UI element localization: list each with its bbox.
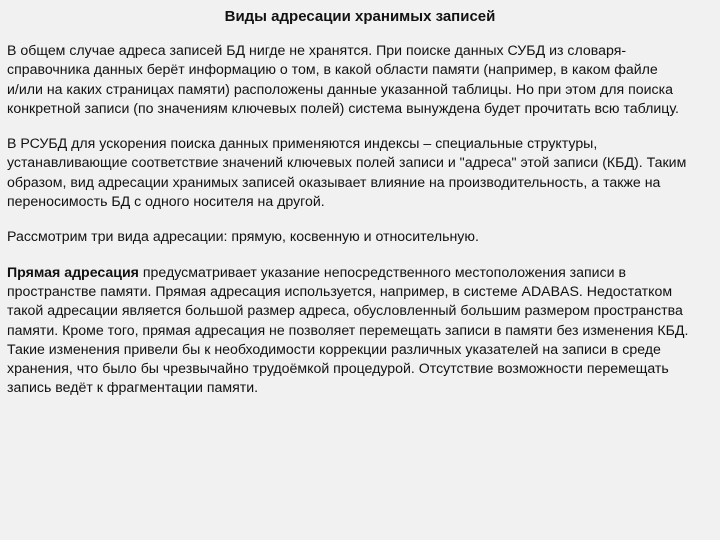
- text-line: памяти. Кроме того, прямая адресация не позволяет перемещать записи в памяти без изменения КБД.: [7, 322, 689, 339]
- text-line: образом, вид адресации хранимых записей оказывает влияние на производительность, а также на: [7, 174, 661, 191]
- paragraph-4: [7, 264, 717, 399]
- text-line: В РСУБД для ускорения поиска данных применяются индексы – специальные структуры,: [7, 136, 598, 153]
- text-line: В общем случае адреса записей БД нигде не хранятся. При поиске данных СУБД из словаря-: [7, 43, 627, 59]
- lead-term: Прямая адресация: [7, 264, 139, 281]
- lead-continuation: предусматривает указание непосредственного местоположения записи в: [138, 264, 627, 281]
- text-line: Такие изменения привели бы к необходимости коррекции различных указателей на записи в среде: [7, 341, 661, 358]
- paragraph-1: [7, 42, 717, 119]
- paragraph-3: [7, 228, 717, 247]
- text-line: пространстве памяти. Прямая адресация используется, например, в системе ADABAS. Недостатком: [7, 283, 673, 300]
- document-body: [7, 42, 717, 415]
- text-line: запись ведёт к фрагментации памяти.: [7, 380, 259, 397]
- text-line: хранения, что было бы чрезвычайно трудоёмкой процедурой. Отсутствие возможности перемещать: [7, 361, 669, 378]
- page-title: Виды адресации хранимых записей: [224, 8, 496, 25]
- text-line: устанавливающие соответствие значений ключевых полей записи и "адреса" этой записи (КБД). Таким: [7, 155, 687, 172]
- text-line: и/или на каких страницах памяти) расположены данные указанной таблицы. Но при этом для поиска: [7, 81, 673, 98]
- text-line: конкретной записи (по значениям ключевых полей) система вынуждена будет прочитать всю таблицу.: [7, 100, 679, 117]
- text-line: [7, 264, 715, 283]
- paragraph-2: [7, 135, 717, 212]
- text-line: переносимость БД с одного носителя на другой.: [7, 194, 325, 211]
- text-line: такой адресации является большой размер адреса, обусловленный большим размером пространства: [7, 303, 683, 320]
- text-line: справочника данных берёт информацию о том, в какой области памяти (например, в каком файле: [7, 62, 658, 79]
- text-line: Рассмотрим три вида адресации: прямую, косвенную и относительную.: [7, 229, 479, 246]
